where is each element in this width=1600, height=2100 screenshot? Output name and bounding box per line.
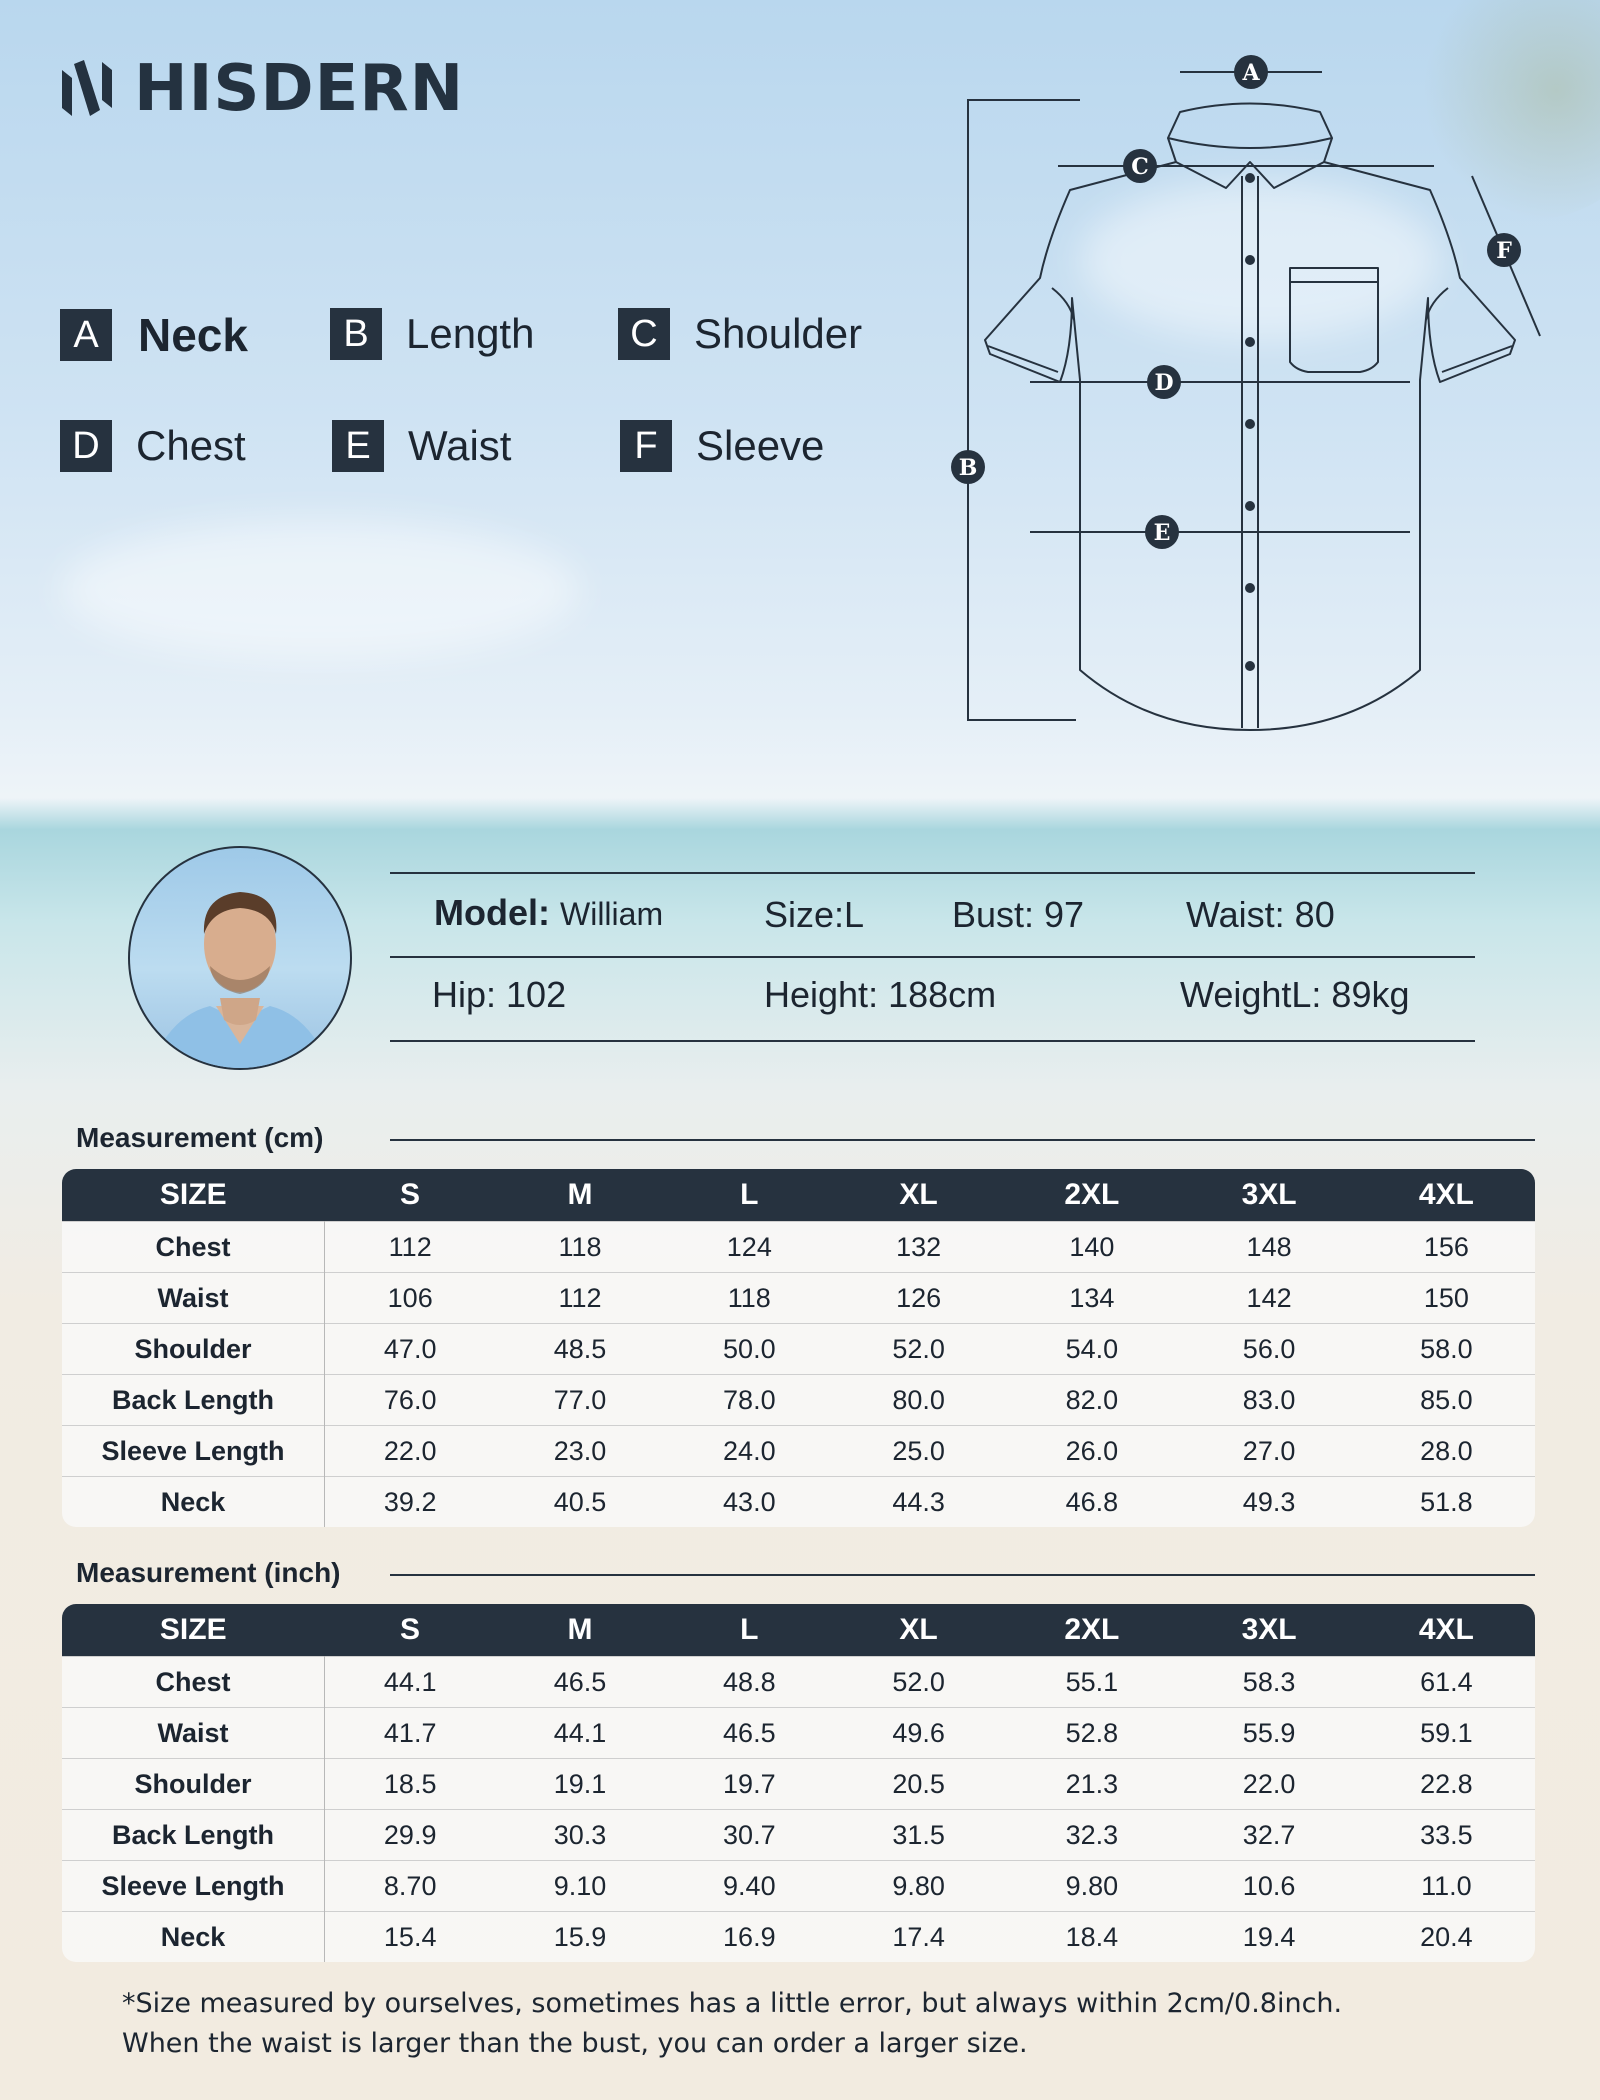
table-row xyxy=(62,1912,1535,1963)
table-title-inch: Measurement (inch) xyxy=(76,1557,341,1588)
table-cell: 30.7 xyxy=(665,1810,834,1861)
column-header: L xyxy=(665,1604,834,1657)
table-cell: 44.1 xyxy=(325,1657,496,1708)
table-cell: 29.9 xyxy=(325,1810,496,1861)
table-cell: 58.0 xyxy=(1358,1324,1535,1375)
table-cell: 8.70 xyxy=(325,1861,496,1912)
table-row xyxy=(62,1708,1535,1759)
legend-item-sleeve xyxy=(620,420,824,472)
legend-letter: E xyxy=(332,420,384,472)
table-cell: 52.8 xyxy=(1003,1708,1180,1759)
table-header-row xyxy=(62,1604,1535,1657)
marker-a xyxy=(1234,55,1268,89)
table-cell: 118 xyxy=(665,1273,834,1324)
table-title-cm: Measurement (cm) xyxy=(76,1122,324,1153)
table-cell: 132 xyxy=(834,1222,1003,1273)
table-cell: 24.0 xyxy=(665,1426,834,1477)
row-label: Chest xyxy=(62,1657,325,1708)
table-cell: 50.0 xyxy=(665,1324,834,1375)
row-label: Waist xyxy=(62,1273,325,1324)
row-label: Neck xyxy=(62,1477,325,1528)
table-cell: 26.0 xyxy=(1003,1426,1180,1477)
size-table-cm xyxy=(62,1169,1535,1527)
table-cell: 9.40 xyxy=(665,1861,834,1912)
table-cell: 48.8 xyxy=(665,1657,834,1708)
column-header: M xyxy=(495,1169,664,1222)
table-cell: 52.0 xyxy=(834,1657,1003,1708)
table-cell: 148 xyxy=(1180,1222,1357,1273)
model-height: Height: 188cm xyxy=(764,974,997,1015)
legend-item-length xyxy=(330,308,534,360)
model-portrait-image xyxy=(130,848,350,1068)
marker-b xyxy=(951,450,985,484)
legend-letter: A xyxy=(60,309,112,361)
table-cell: 55.1 xyxy=(1003,1657,1180,1708)
table-cell: 22.0 xyxy=(325,1426,496,1477)
table-cell: 140 xyxy=(1003,1222,1180,1273)
table-cell: 43.0 xyxy=(665,1477,834,1528)
footnote xyxy=(122,1984,1342,2064)
model-hip: Hip: 102 xyxy=(432,974,567,1015)
table-cell: 32.7 xyxy=(1180,1810,1357,1861)
table-cell: 18.4 xyxy=(1003,1912,1180,1963)
legend-label: Neck xyxy=(138,309,248,361)
model-bust: Bust: 97 xyxy=(952,894,1085,935)
column-header: SIZE xyxy=(62,1169,325,1222)
table-cell: 19.4 xyxy=(1180,1912,1357,1963)
table-cell: 27.0 xyxy=(1180,1426,1357,1477)
table-cell: 11.0 xyxy=(1358,1861,1535,1912)
legend-label: Waist xyxy=(408,422,512,469)
marker-d xyxy=(1147,365,1181,399)
row-label: Neck xyxy=(62,1912,325,1963)
footnote-line: When the waist is larger than the bust, you can order a larger size. xyxy=(122,2028,1028,2059)
marker-label: A xyxy=(1242,60,1260,86)
table-cell: 46.8 xyxy=(1003,1477,1180,1528)
model-name-value: William xyxy=(560,896,664,932)
legend-item-chest xyxy=(60,420,246,472)
model-size: Size:L xyxy=(764,894,865,935)
table-cell: 18.5 xyxy=(325,1759,496,1810)
legend-item-shoulder xyxy=(618,308,862,360)
table-cell: 59.1 xyxy=(1358,1708,1535,1759)
row-label: Sleeve Length xyxy=(62,1861,325,1912)
marker-e xyxy=(1145,515,1179,549)
row-label: Back Length xyxy=(62,1375,325,1426)
table-cell: 39.2 xyxy=(325,1477,496,1528)
marker-label: C xyxy=(1131,154,1149,180)
table-cell: 77.0 xyxy=(495,1375,664,1426)
shirt-pocket xyxy=(1290,268,1378,372)
column-header: 2XL xyxy=(1003,1604,1180,1657)
divider xyxy=(390,1139,1535,1141)
legend-item-waist xyxy=(332,420,511,472)
legend-letter: F xyxy=(620,420,672,472)
table-cell: 156 xyxy=(1358,1222,1535,1273)
table-cell: 17.4 xyxy=(834,1912,1003,1963)
marker-label: E xyxy=(1153,520,1171,546)
divider xyxy=(390,1040,1475,1042)
column-header: 2XL xyxy=(1003,1169,1180,1222)
row-label: Back Length xyxy=(62,1810,325,1861)
shirt-buttons xyxy=(1245,173,1255,671)
table-cell: 52.0 xyxy=(834,1324,1003,1375)
table-cell: 31.5 xyxy=(834,1810,1003,1861)
table-cell: 9.80 xyxy=(1003,1861,1180,1912)
table-cell: 106 xyxy=(325,1273,496,1324)
table-cell: 83.0 xyxy=(1180,1375,1357,1426)
row-label: Shoulder xyxy=(62,1324,325,1375)
column-header: SIZE xyxy=(62,1604,325,1657)
model-photo xyxy=(128,846,352,1070)
legend-label: Chest xyxy=(136,422,246,469)
table-row xyxy=(62,1759,1535,1810)
table-cell: 55.9 xyxy=(1180,1708,1357,1759)
table-cell: 40.5 xyxy=(495,1477,664,1528)
column-header: XL xyxy=(834,1604,1003,1657)
legend-letter: D xyxy=(60,420,112,472)
table-cell: 112 xyxy=(325,1222,496,1273)
legend-letter: B xyxy=(330,308,382,360)
table-cell: 44.3 xyxy=(834,1477,1003,1528)
table-cell: 32.3 xyxy=(1003,1810,1180,1861)
table-cell: 25.0 xyxy=(834,1426,1003,1477)
column-header: S xyxy=(325,1169,496,1222)
table-row xyxy=(62,1810,1535,1861)
table-cell: 61.4 xyxy=(1358,1657,1535,1708)
marker-label: D xyxy=(1154,370,1174,396)
brand-name: HISDERN xyxy=(134,52,465,126)
table-cell: 78.0 xyxy=(665,1375,834,1426)
table-cell: 134 xyxy=(1003,1273,1180,1324)
table-cell: 124 xyxy=(665,1222,834,1273)
footnote-line: *Size measured by ourselves, sometimes has a little error, but always within 2cm/0.8inch. xyxy=(122,1988,1343,2019)
table-row xyxy=(62,1273,1535,1324)
column-header: 3XL xyxy=(1180,1169,1357,1222)
legend-letter: C xyxy=(618,308,670,360)
column-header: S xyxy=(325,1604,496,1657)
table-cell: 30.3 xyxy=(495,1810,664,1861)
model-weight: WeightL: 89kg xyxy=(1180,974,1410,1015)
table-cell: 58.3 xyxy=(1180,1657,1357,1708)
shirt-collar xyxy=(1168,104,1332,149)
table-row xyxy=(62,1477,1535,1528)
table-cell: 23.0 xyxy=(495,1426,664,1477)
table-cell: 126 xyxy=(834,1273,1003,1324)
table-cell: 80.0 xyxy=(834,1375,1003,1426)
column-header: L xyxy=(665,1169,834,1222)
model-name-label: Model: xyxy=(434,892,550,933)
divider xyxy=(390,872,1475,874)
hisdern-logo-mark-icon xyxy=(58,56,116,122)
column-header: M xyxy=(495,1604,664,1657)
table-cell: 46.5 xyxy=(495,1657,664,1708)
table-cell: 82.0 xyxy=(1003,1375,1180,1426)
row-label: Shoulder xyxy=(62,1759,325,1810)
table-cell: 15.9 xyxy=(495,1912,664,1963)
table-cell: 21.3 xyxy=(1003,1759,1180,1810)
table-cell: 51.8 xyxy=(1358,1477,1535,1528)
table-cell: 20.5 xyxy=(834,1759,1003,1810)
table-row xyxy=(62,1324,1535,1375)
table-cell: 33.5 xyxy=(1358,1810,1535,1861)
table-row xyxy=(62,1222,1535,1273)
legend-label: Sleeve xyxy=(696,422,825,469)
divider xyxy=(390,1574,1535,1576)
legend-item-neck xyxy=(60,308,248,362)
table-row xyxy=(62,1861,1535,1912)
table-cell: 46.5 xyxy=(665,1708,834,1759)
table-cell: 16.9 xyxy=(665,1912,834,1963)
table-row xyxy=(62,1426,1535,1477)
shirt-measurement-diagram xyxy=(940,50,1560,740)
table-cell: 76.0 xyxy=(325,1375,496,1426)
column-header: 3XL xyxy=(1180,1604,1357,1657)
table-cell: 47.0 xyxy=(325,1324,496,1375)
table-cell: 19.1 xyxy=(495,1759,664,1810)
table-header-row xyxy=(62,1169,1535,1222)
table-cell: 15.4 xyxy=(325,1912,496,1963)
column-header: XL xyxy=(834,1169,1003,1222)
row-label: Chest xyxy=(62,1222,325,1273)
table-cell: 20.4 xyxy=(1358,1912,1535,1963)
legend-label: Shoulder xyxy=(694,310,863,357)
column-header: 4XL xyxy=(1358,1604,1535,1657)
row-label: Sleeve Length xyxy=(62,1426,325,1477)
measurement-lines xyxy=(968,72,1540,720)
table-cell: 9.80 xyxy=(834,1861,1003,1912)
table-cell: 85.0 xyxy=(1358,1375,1535,1426)
legend-label: Length xyxy=(406,310,535,357)
table-cell: 41.7 xyxy=(325,1708,496,1759)
model-name xyxy=(434,892,663,934)
table-cell: 10.6 xyxy=(1180,1861,1357,1912)
column-header: 4XL xyxy=(1358,1169,1535,1222)
cloud-decoration xyxy=(60,520,580,660)
shirt-body-outline xyxy=(985,162,1515,730)
table-cell: 112 xyxy=(495,1273,664,1324)
table-cell: 22.8 xyxy=(1358,1759,1535,1810)
brand-logo xyxy=(58,52,465,126)
row-label: Waist xyxy=(62,1708,325,1759)
table-cell: 9.10 xyxy=(495,1861,664,1912)
table-row xyxy=(62,1375,1535,1426)
marker-c xyxy=(1123,149,1157,183)
table-cell: 49.3 xyxy=(1180,1477,1357,1528)
table-cell: 19.7 xyxy=(665,1759,834,1810)
marker-f xyxy=(1487,233,1521,267)
table-cell: 48.5 xyxy=(495,1324,664,1375)
table-cell: 22.0 xyxy=(1180,1759,1357,1810)
marker-label: F xyxy=(1496,238,1512,264)
table-cell: 54.0 xyxy=(1003,1324,1180,1375)
table-row xyxy=(62,1657,1535,1708)
table-cell: 142 xyxy=(1180,1273,1357,1324)
table-cell: 49.6 xyxy=(834,1708,1003,1759)
divider xyxy=(390,956,1475,958)
table-cell: 28.0 xyxy=(1358,1426,1535,1477)
table-cell: 56.0 xyxy=(1180,1324,1357,1375)
table-cell: 44.1 xyxy=(495,1708,664,1759)
table-cell: 118 xyxy=(495,1222,664,1273)
table-cell: 150 xyxy=(1358,1273,1535,1324)
marker-label: B xyxy=(958,455,978,481)
model-waist: Waist: 80 xyxy=(1186,894,1335,935)
size-table-inch xyxy=(62,1604,1535,1962)
